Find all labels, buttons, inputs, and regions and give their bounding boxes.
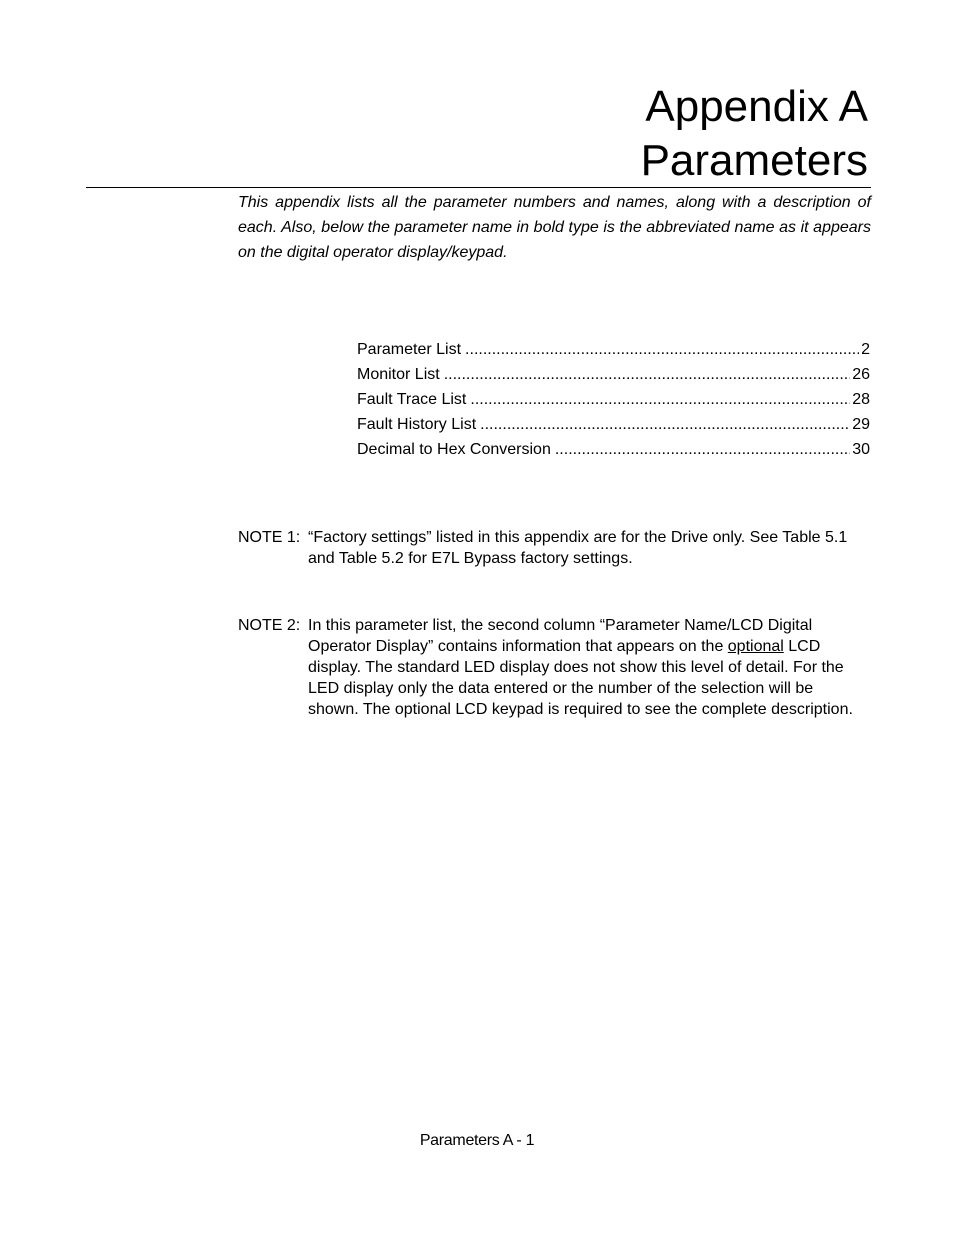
note-2-label: NOTE 2: xyxy=(238,617,301,634)
toc-leader-dots xyxy=(470,387,850,412)
title-line-2: Parameters xyxy=(640,136,868,185)
note-2 xyxy=(238,615,868,720)
toc-entry-label: Monitor List xyxy=(357,366,440,383)
toc-leader-dots xyxy=(555,437,850,462)
note-2-text-after: LCD display. The standard LED display does not show this level of detail. For the LED display only the data entered or the number of the selection will be shown. The optional LCD keypad is required to see the complete description. xyxy=(308,638,853,718)
toc-entry-page: 26 xyxy=(852,366,870,383)
page-footer: Parameters A - 1 xyxy=(419,1132,535,1149)
note-1-label: NOTE 1: xyxy=(238,529,301,546)
toc-entry-fault-trace-list[interactable] xyxy=(357,387,870,412)
toc-leader-dots xyxy=(480,412,850,437)
toc-entry-page: 30 xyxy=(852,441,870,458)
toc-entry-label: Fault Trace List xyxy=(357,391,467,408)
toc-entry-decimal-to-hex[interactable] xyxy=(357,437,870,462)
toc-entry-page: 2 xyxy=(861,341,870,358)
note-1 xyxy=(238,527,868,569)
note-2-underlined-word: optional xyxy=(727,638,784,655)
note-2-text-before: In this parameter list, the second column “Parameter Name/LCD Digital Operator Display” contains information that appears on the xyxy=(308,617,813,655)
note-1-text: “Factory settings” listed in this appendix are for the Drive only. See Table 5.1 and Table 5.2 for E7L Bypass factory settings. xyxy=(308,529,848,567)
toc-entry-fault-history-list[interactable] xyxy=(357,412,870,437)
toc-entry-page: 29 xyxy=(852,416,870,433)
title-divider xyxy=(86,187,871,188)
title-line-1: Appendix A xyxy=(645,82,868,131)
note-2-text xyxy=(308,615,868,720)
toc-entry-parameter-list[interactable] xyxy=(357,337,870,362)
table-of-contents xyxy=(357,337,870,462)
chapter-title xyxy=(641,80,868,188)
toc-entry-label: Fault History List xyxy=(357,416,477,433)
toc-leader-dots xyxy=(444,362,851,387)
toc-leader-dots xyxy=(465,337,859,362)
toc-entry-page: 28 xyxy=(852,391,870,408)
toc-entry-monitor-list[interactable] xyxy=(357,362,870,387)
toc-entry-label: Parameter List xyxy=(357,341,462,358)
toc-entry-label: Decimal to Hex Conversion xyxy=(357,441,551,458)
intro-paragraph: This appendix lists all the parameter numbers and names, along with a description of each. Also, below the parameter name in bold type is the abbreviated name as it appears on the digital operator display/keypad. xyxy=(238,194,871,261)
